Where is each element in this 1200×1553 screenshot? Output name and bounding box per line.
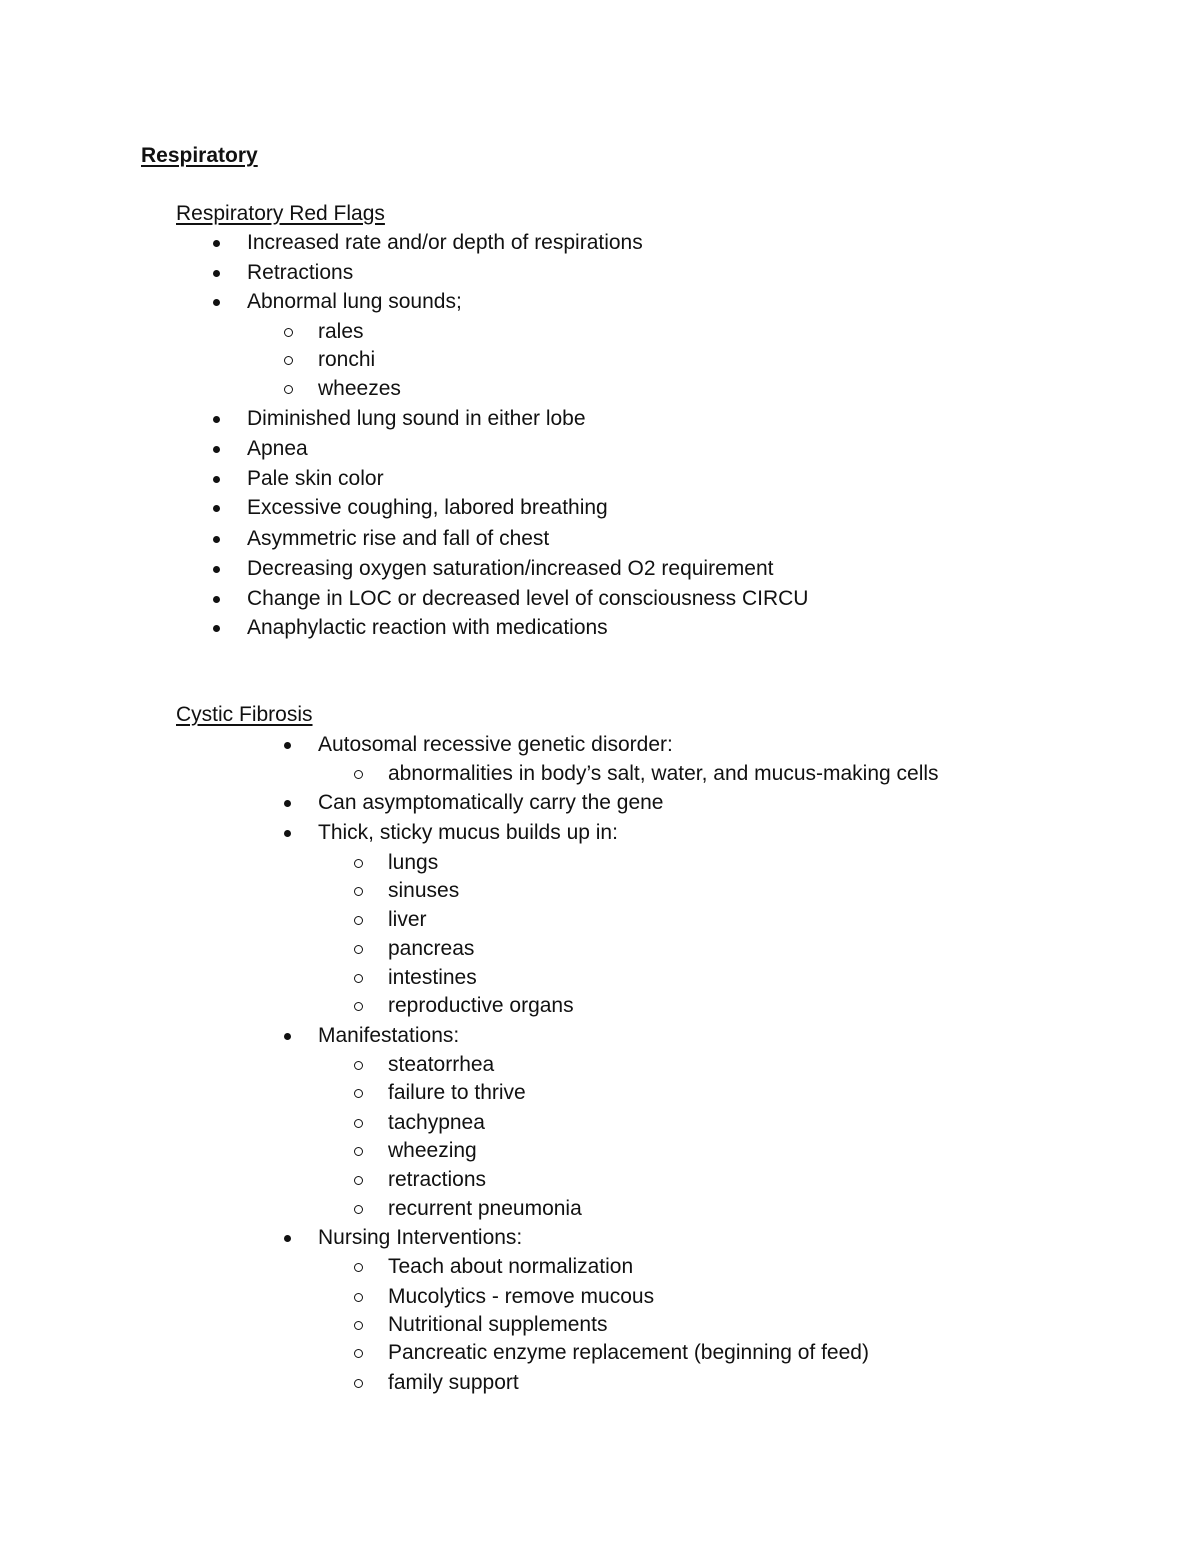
list-item: Asymmetric rise and fall of chest bbox=[247, 527, 550, 550]
bullet-dot bbox=[284, 800, 291, 807]
sub-list-item: liver bbox=[388, 908, 427, 931]
bullet-dot bbox=[213, 536, 220, 543]
sub-list-item: steatorrhea bbox=[388, 1053, 495, 1076]
list-item: Apnea bbox=[247, 437, 308, 460]
sub-list-item: Mucolytics - remove mucous bbox=[388, 1285, 655, 1308]
document-title: Respiratory bbox=[141, 144, 258, 167]
sub-list-item: sinuses bbox=[388, 879, 460, 902]
bullet-dot bbox=[213, 270, 220, 277]
sub-list-item: abnormalities in body’s salt, water, and mucus-making cells bbox=[388, 762, 939, 785]
list-item: Manifestations: bbox=[318, 1024, 460, 1047]
sub-list-item: lungs bbox=[388, 851, 439, 874]
list-item: Decreasing oxygen saturation/increased O2 requirement bbox=[247, 557, 774, 580]
list-item: Change in LOC or decreased level of consciousness CIRCU bbox=[247, 587, 809, 610]
sub-bullet-circle bbox=[284, 385, 293, 394]
list-item: Anaphylactic reaction with medications bbox=[247, 616, 608, 639]
sub-list-item: Teach about normalization bbox=[388, 1255, 634, 1278]
sub-list-item: wheezes bbox=[318, 377, 401, 400]
sub-bullet-circle bbox=[284, 356, 293, 365]
bullet-dot bbox=[284, 1235, 291, 1242]
sub-bullet-circle bbox=[354, 1263, 363, 1272]
sub-list-item: wheezing bbox=[388, 1139, 477, 1162]
list-item: Autosomal recessive genetic disorder: bbox=[318, 733, 673, 756]
bullet-dot bbox=[213, 299, 220, 306]
bullet-dot bbox=[213, 476, 220, 483]
sub-bullet-circle bbox=[354, 1119, 363, 1128]
bullet-dot bbox=[213, 416, 220, 423]
sub-bullet-circle bbox=[354, 1089, 363, 1098]
sub-bullet-circle bbox=[354, 1293, 363, 1302]
sub-list-item: reproductive organs bbox=[388, 994, 574, 1017]
sub-list-item: family support bbox=[388, 1371, 519, 1394]
sub-bullet-circle bbox=[354, 916, 363, 925]
sub-bullet-circle bbox=[354, 1205, 363, 1214]
sub-bullet-circle bbox=[354, 974, 363, 983]
bullet-dot bbox=[284, 830, 291, 837]
list-item: Excessive coughing, labored breathing bbox=[247, 496, 608, 519]
sub-bullet-circle bbox=[354, 945, 363, 954]
list-item: Nursing Interventions: bbox=[318, 1226, 523, 1249]
bullet-dot bbox=[213, 566, 220, 573]
sub-list-item: recurrent pneumonia bbox=[388, 1197, 582, 1220]
list-item: Thick, sticky mucus builds up in: bbox=[318, 821, 618, 844]
sub-list-item: failure to thrive bbox=[388, 1081, 526, 1104]
sub-list-item: intestines bbox=[388, 966, 477, 989]
sub-bullet-circle bbox=[354, 887, 363, 896]
sub-list-item: retractions bbox=[388, 1168, 487, 1191]
sub-bullet-circle bbox=[354, 859, 363, 868]
sub-bullet-circle bbox=[354, 1176, 363, 1185]
section-heading-cystic-fibrosis: Cystic Fibrosis bbox=[176, 703, 313, 726]
sub-bullet-circle bbox=[354, 770, 363, 779]
sub-bullet-circle bbox=[354, 1002, 363, 1011]
sub-bullet-circle bbox=[354, 1061, 363, 1070]
list-item: Increased rate and/or depth of respirations bbox=[247, 231, 643, 254]
bullet-dot bbox=[213, 240, 220, 247]
sub-bullet-circle bbox=[284, 328, 293, 337]
section-heading-red-flags: Respiratory Red Flags bbox=[176, 202, 385, 225]
sub-list-item: ronchi bbox=[318, 348, 376, 371]
list-item: Abnormal lung sounds; bbox=[247, 290, 462, 313]
sub-list-item: pancreas bbox=[388, 937, 475, 960]
sub-bullet-circle bbox=[354, 1349, 363, 1358]
sub-bullet-circle bbox=[354, 1147, 363, 1156]
sub-list-item: tachypnea bbox=[388, 1111, 485, 1134]
bullet-dot bbox=[213, 446, 220, 453]
bullet-dot bbox=[284, 742, 291, 749]
sub-list-item: Nutritional supplements bbox=[388, 1313, 608, 1336]
list-item: Diminished lung sound in either lobe bbox=[247, 407, 586, 430]
list-item: Retractions bbox=[247, 261, 354, 284]
bullet-dot bbox=[213, 505, 220, 512]
bullet-dot bbox=[284, 1033, 291, 1040]
sub-list-item: Pancreatic enzyme replacement (beginning of feed) bbox=[388, 1341, 869, 1364]
sub-list-item: rales bbox=[318, 320, 364, 343]
sub-bullet-circle bbox=[354, 1379, 363, 1388]
list-item: Can asymptomatically carry the gene bbox=[318, 791, 664, 814]
bullet-dot bbox=[213, 596, 220, 603]
sub-bullet-circle bbox=[354, 1321, 363, 1330]
bullet-dot bbox=[213, 625, 220, 632]
list-item: Pale skin color bbox=[247, 467, 384, 490]
